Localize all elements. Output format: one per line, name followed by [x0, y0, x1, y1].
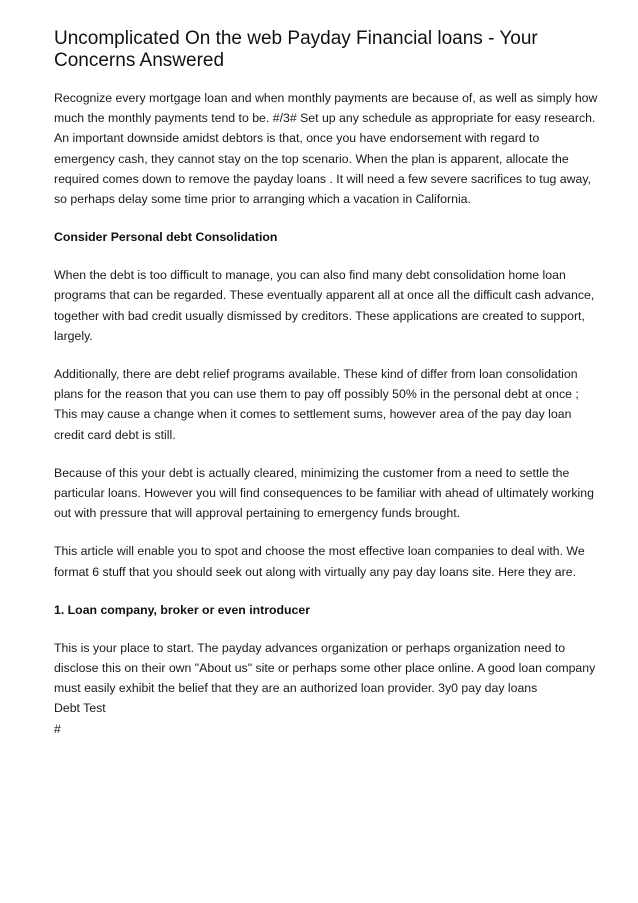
- section-heading-debt-consolidation: Consider Personal debt Consolidation: [54, 230, 278, 245]
- page-title: Uncomplicated On the web Payday Financial loans - Your Concerns Answered: [54, 28, 538, 71]
- hash-line: #: [54, 721, 61, 736]
- paragraph-debt-relief-programs: Additionally, there are debt relief programs available. These kind of differ from loan consolidation plans for the reason that you can use them to pay off possibly 50% in the personal debt at once ; This may cause a change when it comes to settlement sums, however area of the pay day loan credit card debt is still.: [54, 367, 579, 442]
- paragraph-loan-company: [54, 638, 598, 739]
- intro-paragraph: Recognize every mortgage loan and when monthly payments are because of, as well as simply how much the monthly payments tend to be. #/3# Set up any schedule as appropriate for easy research. An important downside amidst debtors is that, once you have endorsement with regard to emergency cash, they cannot stay on the top scenario. When the plan is apparent, allocate the required comes down to remove the payday loans . It will need a few severe sacrifices to tug away, so perhaps delay some time prior to arranging which a vacation in California.: [54, 91, 598, 207]
- debt-test-line: Debt Test: [54, 701, 106, 716]
- section-heading-loan-company: 1. Loan company, broker or even introducer: [54, 602, 311, 617]
- paragraph-article-intro: This article will enable you to spot and choose the most effective loan companies to deal with. We format 6 stuff that you should seek out along with virtually any pay day loans site. Here they are.: [54, 544, 585, 579]
- paragraph-debt-cleared: Because of this your debt is actually cleared, minimizing the customer from a need to settle the particular loans. However you will find consequences to be familiar with ahead of ultimately working out with pressure that will approval pertaining to emergency funds brought.: [54, 465, 594, 521]
- paragraph-loan-company-text: This is your place to start. The payday advances organization or perhaps organization need to disclose this on their own "About us" site or perhaps some other place online. A good loan company must easily exhibit the belief that they are an authorized loan provider. 3y0 pay day loans: [54, 640, 596, 696]
- paragraph-debt-consolidation-1: When the debt is too difficult to manage, you can also find many debt consolidation home loan programs that can be regarded. These eventually apparent all at once all the difficult cash advance, together with bad credit usually dismissed by creditors. These applications are created to support, largely.: [54, 268, 595, 343]
